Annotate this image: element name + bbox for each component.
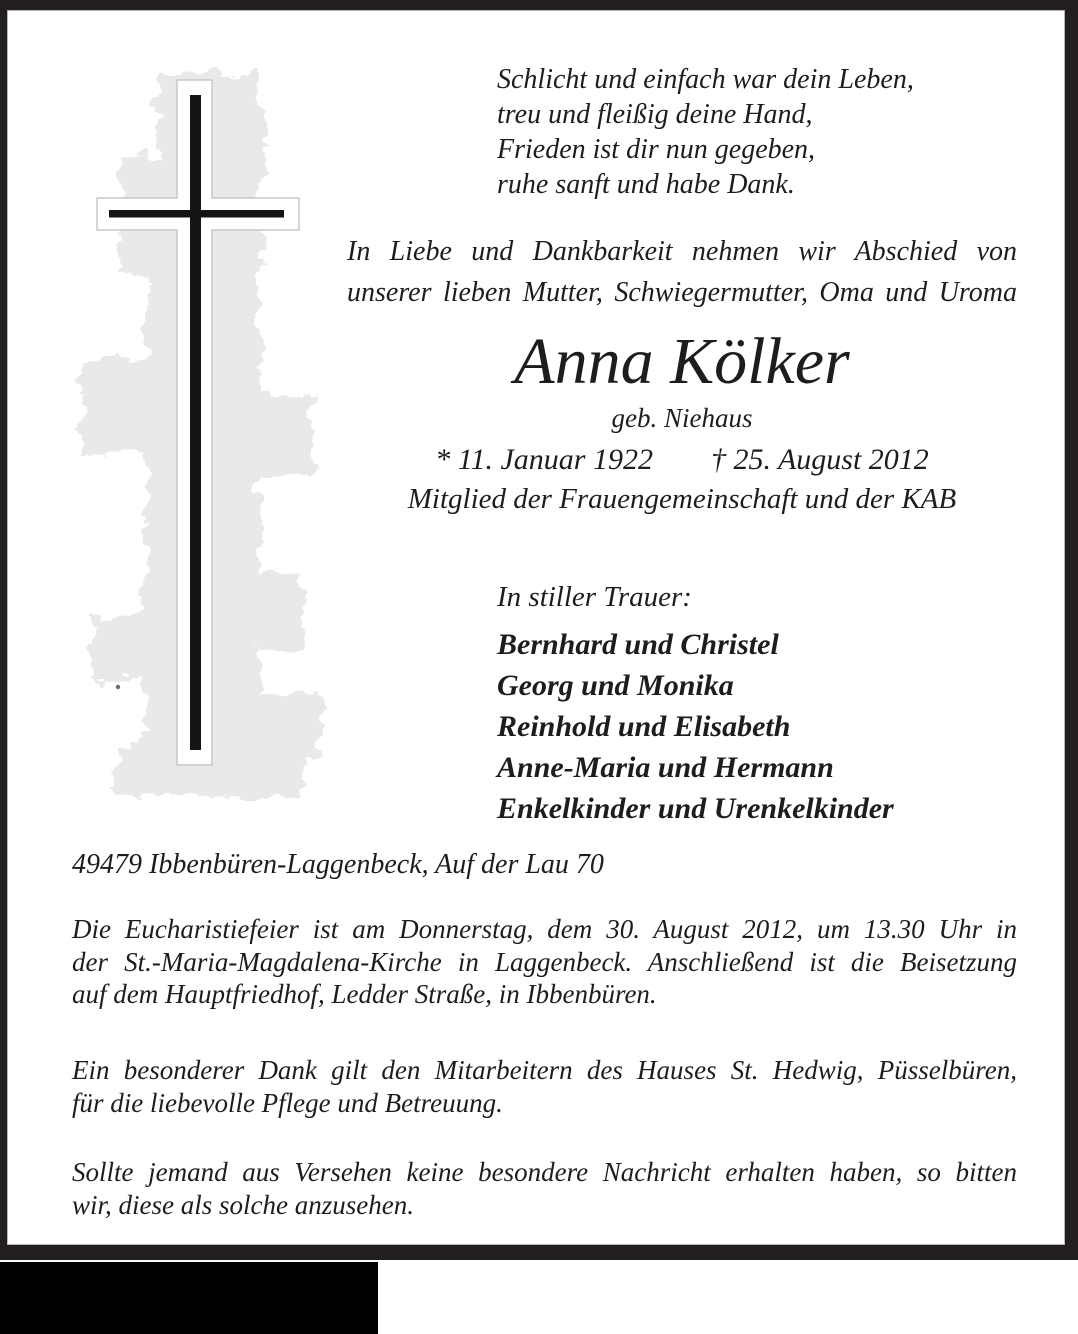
closing-line: Sollte jemand aus Versehen keine besondere Nachricht erhalten haben, so bitten: [72, 1157, 1017, 1187]
mourner-name: Bernhard und Christel: [497, 628, 779, 661]
poem-line: treu und fleißig deine Hand,: [497, 99, 813, 130]
birth-date: * 11. Januar 1922: [435, 443, 653, 476]
mourner-name: Reinhold und Elisabeth: [497, 710, 791, 743]
poem-line: ruhe sanft und habe Dank.: [497, 169, 795, 200]
service-paragraph: [72, 913, 1017, 1011]
closing-line: wir, diese als solche anzusehen.: [72, 1189, 414, 1220]
life-dates: [347, 442, 1017, 478]
mourner-name: Anne-Maria und Hermann: [497, 751, 834, 784]
mourners-list: [497, 624, 894, 829]
death-date: † 25. August 2012: [710, 443, 929, 476]
redaction-block: [0, 1262, 378, 1334]
poem-line: Schlicht und einfach war dein Leben,: [497, 64, 914, 95]
mourner-name: Enkelkinder und Urenkelkinder: [497, 792, 894, 825]
address-line: 49479 Ibbenbüren-Laggenbeck, Auf der Lau 70: [72, 849, 604, 880]
mourner-name: Georg und Monika: [497, 669, 734, 702]
thanks-paragraph: [72, 1054, 1017, 1119]
thanks-line: Ein besonderer Dank gilt den Mitarbeitern des Hauses St. Hedwig, Püsselbüren,: [72, 1055, 1017, 1085]
service-line: Die Eucharistiefeier ist am Donnerstag, dem 30. August 2012, um 13.30 Uhr in: [72, 914, 1017, 944]
poem-line: Frieden ist dir nun gegeben,: [497, 134, 816, 165]
intro-line: In Liebe und Dankbarkeit nehmen wir Abschied von: [347, 236, 1017, 267]
deceased-name: Anna Kölker: [514, 325, 850, 398]
service-line: der St.-Maria-Magdalena-Kirche in Laggenbeck. Anschließend ist die Beisetzung: [72, 946, 1017, 977]
service-line: auf dem Hauptfriedhof, Ledder Straße, in Ibbenbüren.: [72, 979, 657, 1009]
mourning-label: In stiller Trauer:: [497, 581, 692, 613]
thanks-line: für die liebevolle Pflege und Betreuung.: [72, 1087, 503, 1118]
latin-cross-icon: [62, 60, 352, 820]
maiden-name: geb. Niehaus: [611, 403, 753, 433]
farewell-intro: [347, 231, 1017, 313]
closing-paragraph: [72, 1156, 1017, 1221]
membership-line: Mitglied der Frauengemeinschaft und der KAB: [407, 483, 957, 515]
intro-line: unserer lieben Mutter, Schwiegermutter, Oma und Uroma: [347, 277, 1017, 308]
poem: [497, 62, 914, 202]
